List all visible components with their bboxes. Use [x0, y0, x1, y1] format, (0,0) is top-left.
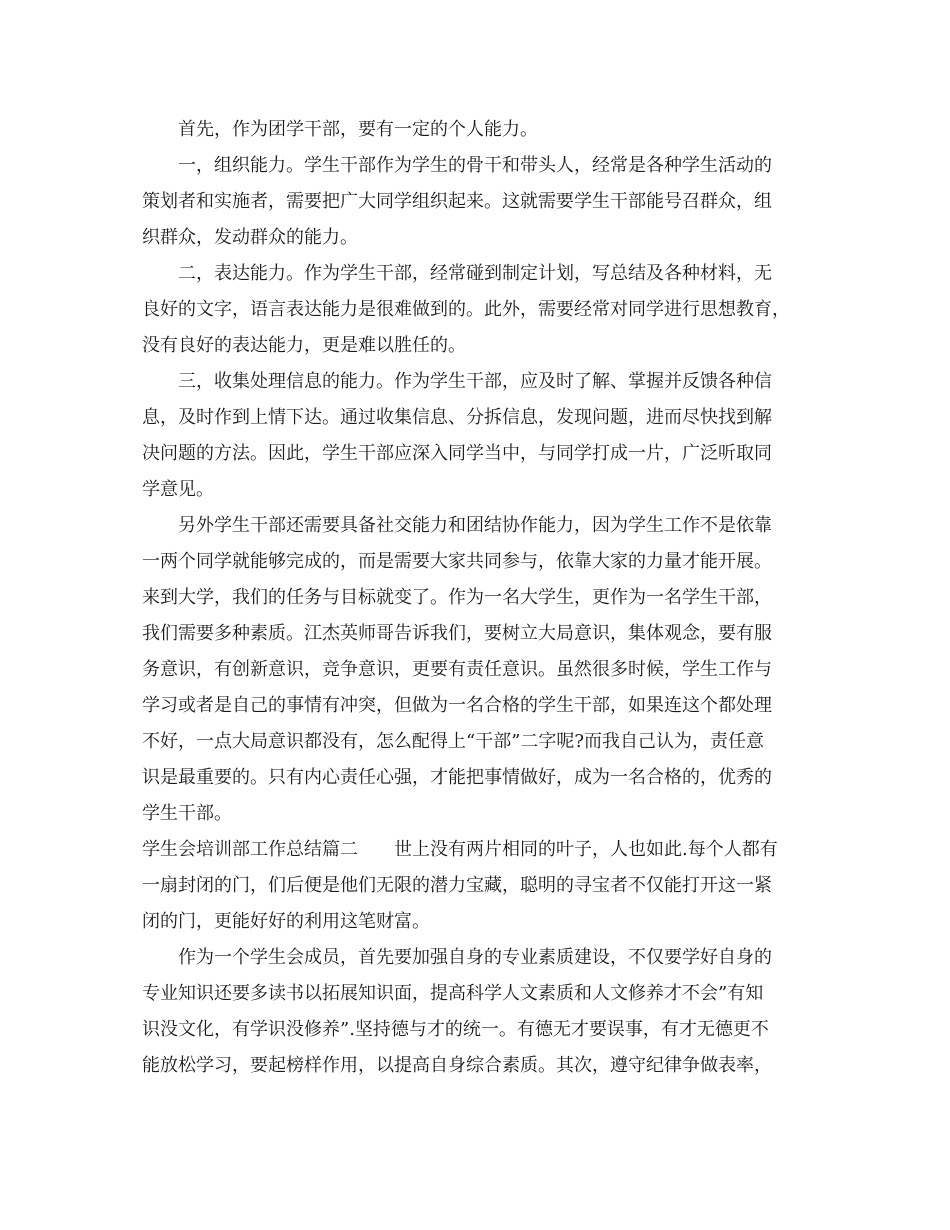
paragraph-line: 务意识，有创新意识，竞争意识，更要有责任意识。虽然很多时候，学生工作与	[142, 659, 772, 680]
paragraph-line: 闭的门，更能好好的利用这笔财富。	[142, 911, 430, 932]
paragraph-line: 学生干部。	[142, 803, 232, 824]
paragraph-line: 策划者和实施者，需要把广大同学组织起来。这就需要学生干部能号召群众，组	[142, 191, 772, 212]
section-heading-line: 学生会培训部工作总结篇二 世上没有两片相同的叶子，人也如此.每个人都有	[142, 839, 778, 860]
paragraph-line: 不好，一点大局意识都没有，怎么配得上“干部”二字呢?而我自己认为，责任意	[142, 731, 765, 752]
paragraph-line: 一扇封闭的门，们后便是他们无限的潜力宝藏，聪明的寻宝者不仅能打开这一紧	[142, 875, 772, 896]
paragraph-line: 良好的文字，语言表达能力是很难做到的。此外，需要经常对同学进行思想教育，	[142, 299, 790, 320]
paragraph-line: 首先，作为团学干部，要有一定的个人能力。	[178, 119, 538, 140]
paragraph-line: 一两个同学就能够完成的，而是需要大家共同参与，依靠大家的力量才能开展。	[142, 551, 772, 572]
paragraph-line: 学意见。	[142, 479, 214, 500]
paragraph-line: 专业知识还要多读书以拓展知识面，提高科学人文素质和人文修养才不会”有知	[142, 983, 764, 1004]
paragraph-line: 二，表达能力。作为学生干部，经常碰到制定计划，写总结及各种材料，无	[178, 263, 772, 284]
paragraph-line: 能放松学习，要起榜样作用，以提高自身综合素质。其次，遵守纪律争做表率，	[142, 1055, 772, 1076]
paragraph-line: 识是最重要的。只有内心责任心强，才能把事情做好，成为一名合格的，优秀的	[142, 767, 772, 788]
paragraph-line: 一，组织能力。学生干部作为学生的骨干和带头人，经常是各种学生活动的	[178, 155, 772, 176]
paragraph-line: 学习或者是自己的事情有冲突，但做为一名合格的学生干部，如果连这个都处理	[142, 695, 772, 716]
paragraph-line: 作为一个学生会成员，首先要加强自身的专业素质建设，不仅要学好自身的	[178, 947, 772, 968]
paragraph-line: 另外学生干部还需要具备社交能力和团结协作能力，因为学生工作不是依靠	[178, 515, 772, 536]
paragraph-line: 没有良好的表达能力，更是难以胜任的。	[142, 335, 466, 356]
paragraph-line: 来到大学，我们的任务与目标就变了。作为一名大学生，更作为一名学生干部，	[142, 587, 772, 608]
paragraph-line: 识没文化，有学识没修养”.坚持德与才的统一。有德无才要误事，有才无德更不	[142, 1019, 769, 1040]
paragraph-line: 织群众，发动群众的能力。	[142, 227, 358, 248]
paragraph-line: 三，收集处理信息的能力。作为学生干部，应及时了解、掌握并反馈各种信	[178, 371, 772, 392]
paragraph-line: 息，及时作到上情下达。通过收集信息、分拆信息，发现问题，进而尽快找到解	[142, 407, 772, 428]
paragraph-line: 我们需要多种素质。江杰英师哥告诉我们，要树立大局意识，集体观念，要有服	[142, 623, 772, 644]
paragraph-line: 决问题的方法。因此，学生干部应深入同学当中，与同学打成一片，广泛听取同	[142, 443, 772, 464]
